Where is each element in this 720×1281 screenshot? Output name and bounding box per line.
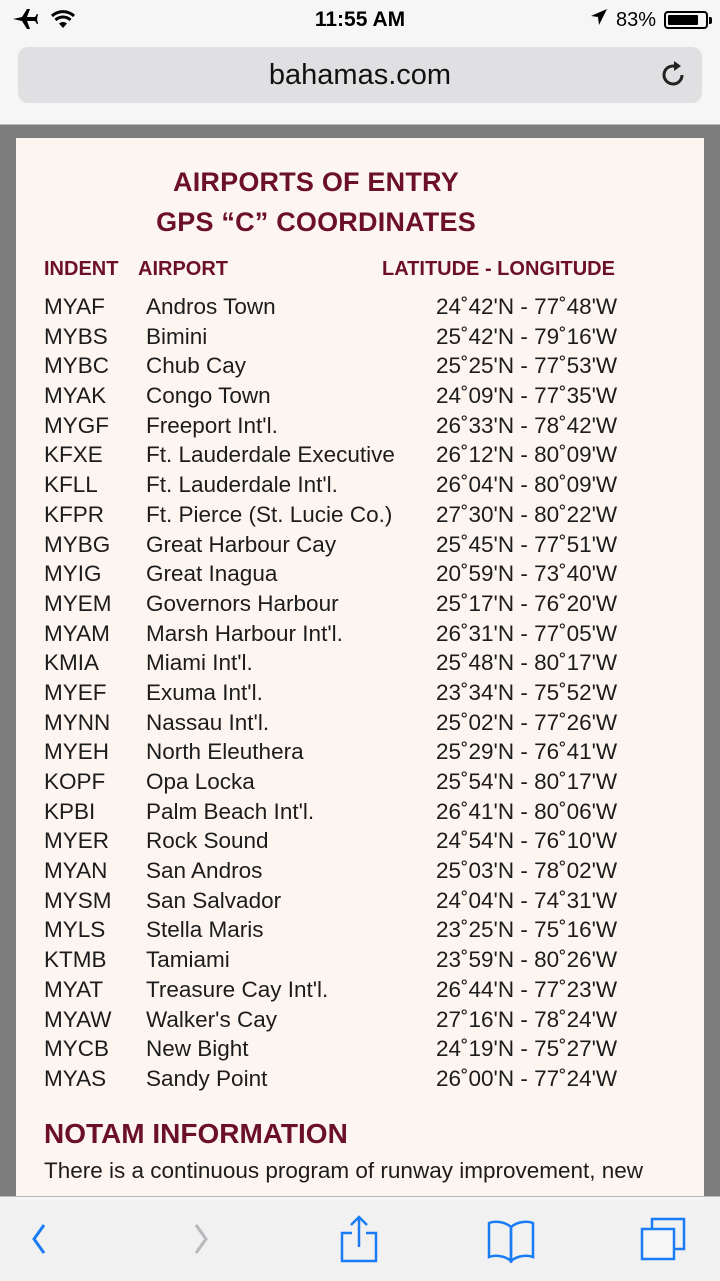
row-airport: Walker's Cay	[146, 1006, 277, 1032]
row-airport: Governors Harbour	[146, 590, 339, 616]
table-row	[16, 502, 704, 532]
url-text[interactable]: bahamas.com	[268, 59, 452, 91]
battery-percent: 83%	[615, 8, 656, 31]
row-airport: Treasure Cay Int'l.	[146, 976, 329, 1002]
location-arrow-icon	[590, 8, 608, 32]
row-airport: Ft. Lauderdale Executive	[146, 442, 395, 468]
battery-icon	[664, 11, 708, 29]
row-airport: Stella Maris	[146, 917, 264, 943]
row-airport: Marsh Harbour Int'l.	[146, 620, 343, 646]
battery-nub	[709, 17, 712, 24]
table-row	[16, 621, 704, 651]
row-coordinates: 25˚42'N - 79˚16'W	[436, 323, 618, 349]
row-indent: KOPF	[44, 769, 106, 794]
table-row	[16, 769, 704, 799]
table-row	[16, 680, 704, 710]
table-row	[16, 442, 704, 472]
row-airport: San Andros	[146, 858, 263, 884]
table-row	[16, 472, 704, 502]
table-row	[16, 650, 704, 680]
browser-toolbar	[0, 1196, 720, 1281]
table-row	[16, 413, 704, 443]
table-row	[16, 858, 704, 888]
row-coordinates: 25˚17'N - 76˚20'W	[436, 590, 618, 616]
table-row	[16, 1007, 704, 1037]
row-airport: Sandy Point	[146, 1065, 268, 1091]
row-indent: MYAF	[44, 294, 105, 319]
row-airport: Great Inagua	[146, 561, 278, 587]
row-indent: MYAK	[44, 383, 107, 409]
row-indent: MYAW	[44, 1006, 112, 1032]
row-coordinates: 25˚45'N - 77˚51'W	[436, 531, 618, 557]
row-indent: KMIA	[44, 650, 100, 676]
row-airport: Opa Locka	[146, 769, 255, 794]
row-coordinates: 26˚00'N - 77˚24'W	[436, 1065, 618, 1091]
table-row	[16, 799, 704, 829]
row-indent: KPBI	[44, 798, 96, 824]
column-header-airport: AIRPORT	[138, 258, 228, 280]
row-airport: Rock Sound	[146, 828, 269, 854]
row-indent: MYER	[44, 828, 110, 854]
row-airport: Bimini	[146, 323, 208, 349]
tabs-icon[interactable]	[638, 1215, 688, 1263]
row-airport: New Bight	[146, 1036, 249, 1062]
row-coordinates: 27˚16'N - 78˚24'W	[436, 1006, 618, 1032]
row-coordinates: 24˚19'N - 75˚27'W	[436, 1036, 618, 1062]
row-indent: MYNN	[44, 709, 111, 735]
row-airport: Great Harbour Cay	[146, 531, 337, 557]
table-row	[16, 977, 704, 1007]
row-indent: KFLL	[44, 472, 98, 498]
table-row	[16, 917, 704, 947]
row-airport: Tamiami	[146, 947, 230, 973]
row-coordinates: 23˚59'N - 80˚26'W	[436, 947, 618, 973]
table-row	[16, 324, 704, 354]
table-row	[16, 947, 704, 977]
notam-text: There is a continuous program of runway improvement, new	[44, 1158, 644, 1183]
row-coordinates: 26˚31'N - 77˚05'W	[436, 620, 618, 646]
status-bar	[0, 0, 720, 40]
row-airport: Nassau Int'l.	[146, 709, 270, 735]
row-indent: MYCB	[44, 1036, 110, 1062]
row-coordinates: 24˚04'N - 74˚31'W	[436, 887, 618, 913]
reload-icon[interactable]	[658, 60, 688, 90]
row-airport: Andros Town	[146, 294, 276, 319]
row-indent: MYAM	[44, 620, 110, 646]
table-row	[16, 739, 704, 769]
row-indent: MYSM	[44, 887, 112, 913]
back-icon[interactable]	[22, 1215, 72, 1263]
row-airport: Ft. Pierce (St. Lucie Co.)	[146, 501, 393, 527]
table-row	[16, 828, 704, 858]
table-row	[16, 561, 704, 591]
row-indent: KFXE	[44, 442, 103, 468]
table-row	[16, 710, 704, 740]
row-coordinates: 25˚54'N - 80˚17'W	[436, 769, 618, 794]
row-coordinates: 26˚04'N - 80˚09'W	[436, 472, 618, 498]
row-airport: Exuma Int'l.	[146, 679, 263, 705]
forward-icon[interactable]	[180, 1215, 230, 1263]
notam-heading: NOTAM INFORMATION	[44, 1118, 348, 1149]
row-indent: MYAN	[44, 858, 108, 884]
row-coordinates: 25˚48'N - 80˚17'W	[436, 650, 618, 676]
row-indent: MYEH	[44, 739, 110, 765]
page-subtitle: GPS “C” COORDINATES	[156, 207, 476, 237]
row-indent: MYEF	[44, 679, 107, 705]
table-row	[16, 383, 704, 413]
column-header-latlong: LATITUDE - LONGITUDE	[382, 258, 615, 280]
row-coordinates: 20˚59'N - 73˚40'W	[436, 561, 618, 587]
row-indent: MYIG	[44, 561, 102, 587]
row-coordinates: 25˚03'N - 78˚02'W	[436, 858, 618, 884]
row-airport: Palm Beach Int'l.	[146, 798, 315, 824]
table-row	[16, 1036, 704, 1066]
row-indent: MYEM	[44, 590, 112, 616]
table-row	[16, 353, 704, 383]
row-indent: MYGF	[44, 412, 109, 438]
row-airport: Freeport Int'l.	[146, 412, 278, 438]
table-row	[16, 1066, 704, 1096]
table-row	[16, 888, 704, 918]
row-airport: North Eleuthera	[146, 739, 304, 765]
row-indent: MYBS	[44, 323, 108, 349]
row-indent: MYBG	[44, 531, 111, 557]
page-title: AIRPORTS OF ENTRY	[173, 167, 459, 197]
table-row	[16, 591, 704, 621]
row-coordinates: 23˚25'N - 75˚16'W	[436, 917, 618, 943]
row-coordinates: 26˚33'N - 78˚42'W	[436, 412, 618, 438]
row-indent: MYLS	[44, 917, 106, 943]
status-right	[590, 8, 708, 32]
share-icon[interactable]	[334, 1215, 384, 1263]
row-airport: Ft. Lauderdale Int'l.	[146, 472, 338, 498]
row-indent: MYAS	[44, 1065, 107, 1091]
address-bar[interactable]	[18, 47, 702, 103]
table-row	[16, 294, 704, 324]
row-airport: San Salvador	[146, 887, 282, 913]
table-row	[16, 532, 704, 562]
row-coordinates: 25˚25'N - 77˚53'W	[436, 353, 618, 379]
row-coordinates: 24˚42'N - 77˚48'W	[436, 294, 618, 319]
column-header-indent: INDENT	[44, 258, 119, 280]
row-indent: KTMB	[44, 947, 107, 973]
row-coordinates: 23˚34'N - 75˚52'W	[436, 679, 618, 705]
row-airport: Congo Town	[146, 383, 271, 409]
row-coordinates: 27˚30'N - 80˚22'W	[436, 501, 618, 527]
row-coordinates: 24˚09'N - 77˚35'W	[436, 383, 618, 409]
browser-address-area	[0, 40, 720, 125]
row-coordinates: 26˚41'N - 80˚06'W	[436, 798, 618, 824]
row-coordinates: 26˚12'N - 80˚09'W	[436, 442, 618, 468]
row-indent: MYAT	[44, 976, 104, 1002]
row-airport: Chub Cay	[146, 353, 247, 379]
row-coordinates: 26˚44'N - 77˚23'W	[436, 976, 618, 1002]
page-content	[16, 138, 704, 1200]
row-coordinates: 25˚02'N - 77˚26'W	[436, 709, 618, 735]
status-time: 11:55 AM	[314, 8, 406, 31]
row-coordinates: 24˚54'N - 76˚10'W	[436, 828, 618, 854]
airport-table	[16, 294, 704, 1096]
row-airport: Miami Int'l.	[146, 650, 253, 676]
row-indent: MYBC	[44, 353, 110, 379]
battery-fill	[668, 15, 698, 25]
bookmarks-icon[interactable]	[486, 1215, 536, 1263]
row-indent: KFPR	[44, 501, 105, 527]
row-coordinates: 25˚29'N - 76˚41'W	[436, 739, 618, 765]
